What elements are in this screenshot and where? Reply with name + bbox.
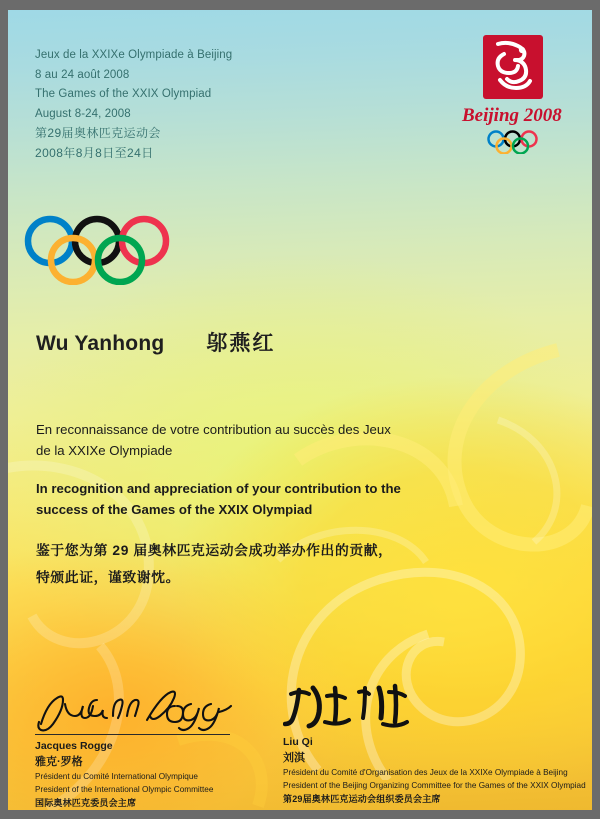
olympic-rings-icon-small <box>484 130 546 154</box>
header-line-chinese-dates: 2008年8月8日至24日 <box>35 145 154 160</box>
signature-name-chinese-rogge: 雅克·罗格 <box>35 756 83 768</box>
citation-chinese <box>36 537 506 591</box>
signature-rule-rogge <box>35 734 230 735</box>
beijing-2008-emblem <box>460 34 570 169</box>
signature-block-liuqi <box>283 682 586 807</box>
svg-text:Beijing 2008: Beijing 2008 <box>462 105 562 126</box>
recipient-name <box>36 327 456 357</box>
beijing-2008-wordmark <box>460 102 570 128</box>
citation-english <box>36 478 506 520</box>
signature-name-liuqi: Liu Qi <box>283 736 313 748</box>
citation-chinese-line-2: 特颁此证，谨致谢忱。 <box>36 570 180 585</box>
certificate-page <box>8 10 592 810</box>
signature-name-rogge: Jacques Rogge <box>35 740 113 752</box>
signature-name-chinese-liuqi: 刘淇 <box>283 752 305 764</box>
citation-french-line-2: de la XXIXe Olympiade <box>36 443 173 458</box>
signature-title-english-liuqi: President of the Beijing Organizing Committee for the Games of the XXIX Olympiad <box>283 781 586 790</box>
signature-image-liuqi <box>283 682 583 728</box>
citation-french <box>36 419 506 461</box>
signature-title-chinese-liuqi: 第29届奥林匹克运动会组织委员会主席 <box>283 794 441 804</box>
beijing-seal-icon <box>482 34 544 100</box>
signature-image-rogge <box>35 686 265 732</box>
header-line-english-dates: August 8-24, 2008 <box>35 107 131 120</box>
signature-title-french-rogge: Président du Comité International Olympique <box>35 772 198 781</box>
citation-english-line-2: success of the Games of the XXIX Olympiad <box>36 502 313 517</box>
recipient-name-latin: Wu Yanhong <box>36 332 165 355</box>
olympic-rings-icon-large <box>22 215 172 285</box>
header-line-chinese-event: 第29届奥林匹克运动会 <box>35 126 161 140</box>
signature-title-english-rogge: President of the International Olympic Committee <box>35 785 214 794</box>
citation-chinese-line-1: 鉴于您为第 29 届奥林匹克运动会成功举办作出的贡献， <box>36 543 393 558</box>
recipient-name-chinese: 邬燕红 <box>206 332 276 355</box>
header-line-french-dates: 8 au 24 août 2008 <box>35 68 130 81</box>
signature-block-rogge <box>35 686 265 810</box>
citation-english-line-1: In recognition and appreciation of your contribution to the <box>36 481 401 496</box>
signature-title-chinese-rogge: 国际奥林匹克委员会主席 <box>35 798 137 808</box>
header-line-english-event: The Games of the XXIX Olympiad <box>35 88 212 100</box>
header-line-french-event: Jeux de la XXIXe Olympiade à Beijing <box>35 49 233 61</box>
citation-french-line-1: En reconnaissance de votre contribution au succès des Jeux <box>36 422 391 437</box>
header-text-block <box>35 46 365 163</box>
signature-title-french-liuqi: Président du Comité d'Organisation des Jeux de la XXIXe Olympiade à Beijing <box>283 768 568 777</box>
